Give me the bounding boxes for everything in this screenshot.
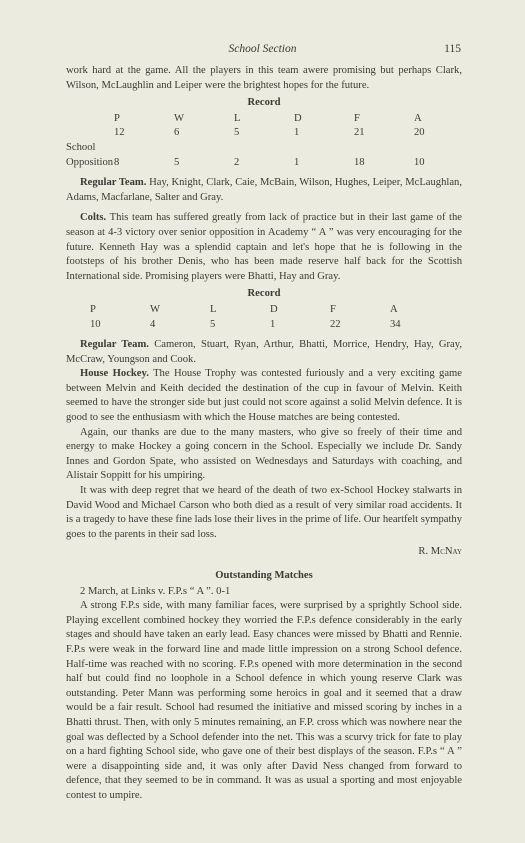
- table-header-row: [66, 112, 462, 127]
- cell: 18: [354, 156, 365, 168]
- record-table-2: [66, 303, 438, 332]
- intro-paragraph: work hard at the game. All the players in this team awere promising but perhaps Clark, Wilson, McLaughlin and Leiper were the brightest hopes for the future.: [66, 65, 462, 91]
- page-header: [0, 42, 525, 58]
- record-title-1: Record: [247, 97, 281, 109]
- table-row: [66, 126, 462, 141]
- house-hockey-text: The House Trophy was contested furiously and a very exciting game between Melvin and Keith decided the destination of the cup in favour of Melvin. Keith seemed to have the stronger side but just could not score against a solid Melvin defence. It is good to see the enthusiasm with which the House matches are being contested.: [66, 368, 462, 424]
- cell: 1: [294, 156, 300, 168]
- cell: 1: [294, 127, 300, 139]
- thanks-paragraph: Again, our thanks are due to the many masters, who give so freely of their time and energy to make Hockey a going concern in the School. Especially we include Dr. Sandy Innes and Gordon Spate, who assisted on Wednesdays and Saturdays with coaching, and Alistair Soppitt for his umpiring.: [66, 426, 462, 482]
- header-cell-f: F: [354, 112, 360, 124]
- cell: 10: [414, 156, 425, 168]
- signature: R. McNay: [418, 546, 462, 558]
- header-cell-a: A: [390, 303, 398, 315]
- page-number: 115: [444, 43, 461, 55]
- record-title-2: Record: [247, 288, 281, 300]
- cell: 1: [270, 318, 276, 330]
- regular-team-text: Cameron, Stuart, Ryan, Arthur, Bhatti, Morrice, Hendry, Hay, Gray, McCraw, Youngson and Cook.: [66, 339, 462, 365]
- table-row-label: [66, 141, 462, 156]
- cell: 34: [390, 318, 401, 330]
- house-hockey-paragraph: [66, 367, 462, 425]
- cell: 5: [174, 156, 180, 168]
- header-cell-w: W: [174, 112, 184, 124]
- colts-text: This team has suffered greatly from lack of practice but in their last game of the season at 4-3 victory over senior opposition in Academy “ A ” was very encouraging for the future. Kenneth Hay was a splendid captain and let's hope that he is following in the footsteps of his brother Denis, who has been made reserve half back for the Scottish International side. Promising players were Bhatti, Hay and Gray.: [66, 212, 462, 282]
- cell: 8: [114, 156, 120, 168]
- match-line: 2 March, at Links v. F.P.s “ A ”. 0-1: [80, 585, 231, 597]
- header-cell-d: D: [270, 303, 278, 315]
- table-header-row: [66, 303, 438, 318]
- row-label: Opposition: [66, 156, 114, 168]
- page-body: [66, 64, 462, 804]
- table-row: [66, 318, 438, 333]
- house-hockey-heading: House Hockey.: [80, 368, 149, 380]
- cell: 5: [210, 318, 216, 330]
- regular-team-heading: Regular Team.: [80, 177, 147, 189]
- cell: 20: [414, 127, 425, 139]
- header-cell-l: L: [210, 303, 217, 315]
- cell: 5: [234, 127, 240, 139]
- cell: 4: [150, 318, 156, 330]
- cell: 21: [354, 127, 365, 139]
- colts-heading: Colts.: [80, 212, 107, 224]
- record-table-1: [66, 112, 462, 170]
- regret-paragraph: It was with deep regret that we heard of the death of two ex-School Hockey stalwarts in David Wood and Michael Carson who both died as a result of very similar road accidents. It is a tragedy to have these fine lads lose their lives in the prime of life. Our heartfelt sympathy goes to the parents in their sad loss.: [66, 485, 462, 540]
- cell: 2: [234, 156, 240, 168]
- row-label: School: [66, 141, 96, 153]
- header-cell-p: P: [114, 112, 120, 124]
- header-cell-l: L: [234, 112, 241, 124]
- running-title: School Section: [228, 43, 297, 55]
- header-cell-f: F: [330, 303, 336, 315]
- header-cell-d: D: [294, 112, 302, 124]
- header-cell-a: A: [414, 112, 422, 124]
- regular-team-paragraph-2: [66, 338, 462, 367]
- match-report-paragraph: A strong F.P.s side, with many familiar faces, were surprised by a sprightly School side. Playing excellent combined hockey they worried the F.P.s defence considerably in the early stages and should have taken an early lead. Easy chances were missed by Bhatti and Rennie. F.P.s were weak in the forward line and made little impression on a strong School defence. Half-time was reached with no scoring. F.P.s opened with more determination in the second half but could find no loophole in a School defence in which young reserve Clark was outstanding. Peter Mann was performing some heroics in goal and it seemed that a draw would be a fair result. School had resumed the initiative and missed scoring by inches in a Bhatti thrust. Then, with only 5 minutes remaining, an F.P. cross which was nowhere near the goal was deflected by a School defender into the net. This was a scurvy trick for fate to play on a hard fighting School side, who gave one of their best displays of the season. F.P.s “ A ” were a disappointing side and, it was only after David Ness changed from forward to defence, that they seemed to be in command. It was as usual a sporting and most enjoyable contest to umpire.: [66, 600, 462, 801]
- cell: 6: [174, 127, 180, 139]
- colts-paragraph: [66, 211, 462, 284]
- table-row: [66, 156, 462, 171]
- header-cell-p: P: [90, 303, 96, 315]
- header-cell-w: W: [150, 303, 160, 315]
- outstanding-matches-title: Outstanding Matches: [215, 570, 313, 581]
- cell: 10: [90, 318, 101, 330]
- regular-team-text: Hay, Knight, Clark, Caie, McBain, Wilson, Hughes, Leiper, McLaughlan, Adams, Macfarlane, Salter and Gray.: [66, 177, 462, 203]
- cell: 22: [330, 318, 341, 330]
- regular-team-heading: Regular Team.: [80, 339, 149, 351]
- cell: 12: [114, 127, 125, 139]
- regular-team-paragraph-1: [66, 176, 462, 205]
